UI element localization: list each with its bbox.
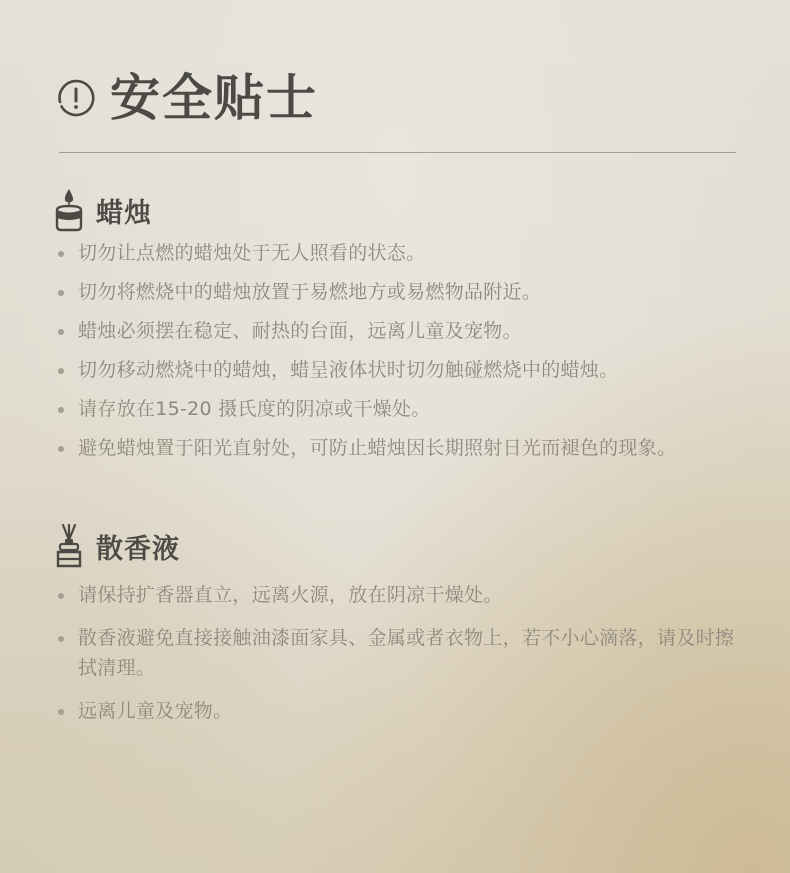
diffuser-section	[54, 524, 744, 739]
list-item-text: 避免蜡烛置于阳光直射处，可防止蜡烛因长期照射日光而褪色的现象。	[78, 437, 677, 459]
bullet-dot	[58, 446, 64, 452]
bullet-dot	[58, 593, 64, 599]
candle-icon	[54, 188, 84, 232]
page-header	[56, 64, 318, 132]
list-item-text: 散香液避免直接接触油漆面家具、金属或者衣物上，若不小心滴落，请及时擦拭清理。	[78, 627, 735, 679]
reed-diffuser-icon	[54, 524, 84, 568]
title-divider	[59, 152, 736, 153]
list-item-text: 远离儿童及宠物。	[78, 700, 233, 722]
diffuser-tips-list	[54, 580, 744, 726]
list-item-text: 请存放在15-20 摄氏度的阴凉或干燥处。	[78, 398, 431, 420]
list-item-text: 切勿让点燃的蜡烛处于无人照看的状态。	[78, 242, 426, 264]
candle-section-title: 蜡烛	[96, 197, 152, 229]
list-item	[54, 355, 744, 385]
candle-section	[54, 188, 744, 472]
list-item	[54, 696, 744, 726]
list-item	[54, 623, 744, 683]
list-item-text: 切勿移动燃烧中的蜡烛，蜡呈液体状时切勿触碰燃烧中的蜡烛。	[78, 359, 619, 381]
bullet-dot	[58, 329, 64, 335]
bullet-dot	[58, 709, 64, 715]
list-item	[54, 316, 744, 346]
list-item-text: 蜡烛必须摆在稳定、耐热的台面，远离儿童及宠物。	[78, 320, 522, 342]
list-item-text: 切勿将燃烧中的蜡烛放置于易燃地方或易燃物品附近。	[78, 281, 542, 303]
candle-tips-list	[54, 238, 744, 463]
bullet-dot	[58, 368, 64, 374]
bullet-dot	[58, 251, 64, 257]
diffuser-section-title: 散香液	[96, 533, 180, 565]
diffuser-section-header	[54, 524, 744, 568]
bullet-dot	[58, 407, 64, 413]
page-title: 安全贴士	[110, 68, 318, 127]
list-item	[54, 433, 744, 463]
list-item-text: 请保持扩香器直立，远离火源，放在阴凉干燥处。	[78, 584, 503, 606]
bullet-dot	[58, 290, 64, 296]
bullet-dot	[58, 636, 64, 642]
list-item	[54, 238, 744, 268]
list-item	[54, 580, 744, 610]
list-item	[54, 277, 744, 307]
list-item	[54, 394, 744, 424]
candle-section-header	[54, 188, 744, 232]
exclamation-circle-icon	[56, 78, 96, 118]
